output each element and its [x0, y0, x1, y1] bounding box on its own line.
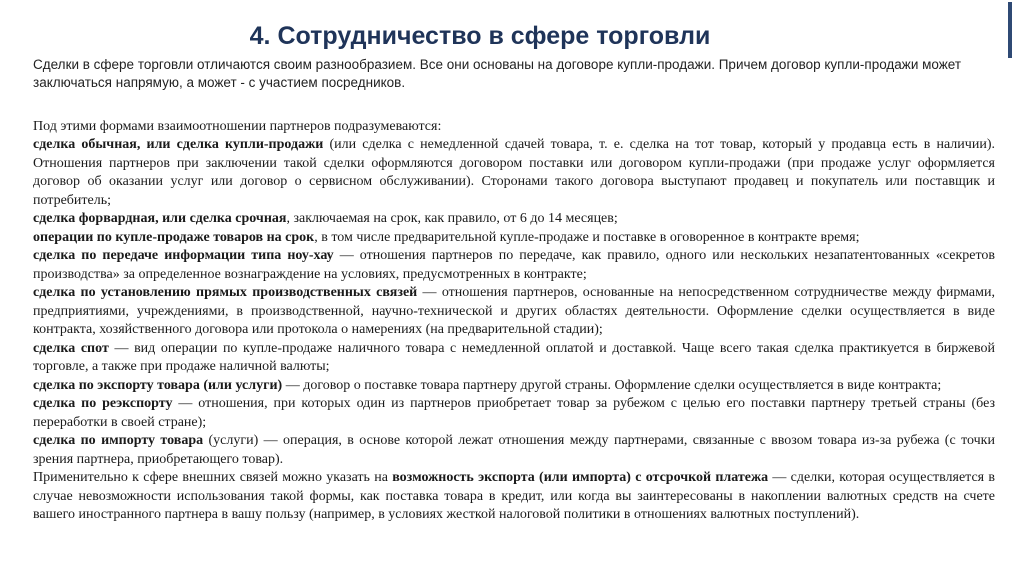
item-term: сделка по импорту товара [33, 433, 204, 448]
item-term: сделка по установлению прямых производственных связей [33, 285, 418, 300]
list-item [33, 340, 995, 377]
item-term: сделка по передаче информации типа ноу-хау [33, 248, 334, 263]
item-text: — отношения, при которых один из партнеров приобретает товар за рубежом с целью его поставки партнеру третьей страны (без переработки в своей стране); [33, 396, 995, 430]
intro-paragraph: Сделки в сфере торговли отличаются своим разнообразием. Все они основаны на договоре купли-продажи. Причем договор купли-продажи может заключаться напрямую, а может - с участием посредников. [33, 57, 962, 90]
item-text: (или сделка с немедленной сдачей товара, т. е. сделка на тот товар, который у продавца есть в наличии). Отношения партнеров при заключении такой сделки оформляются договором поставки или договором купли-продажи (при продаже услуг оформляется договор об оказании услуг или договор о сервисном обслуживании). Сторонами такого договора выступают продавец и покупатель или поставщик и потребитель; [33, 137, 995, 208]
item-term: сделка спот [33, 340, 109, 356]
item-term: операции по купле-продаже товаров на срок [33, 229, 315, 245]
item-text: (услуги) — операция, в основе которой лежат отношения между партнерами, связанные с ввозом товара из-за рубежа (с точки зрения партнера, приобретающего товар). [33, 433, 995, 467]
list-item [33, 247, 995, 284]
item-text: , в том числе предварительной купле-продаже и поставке в оговоренное в контракте время; [314, 229, 860, 245]
item-text: — отношения партнеров, основанные на непосредственном сотрудничестве между фирмами, предприятиями, учреждениями, в производственной, научно-технической и других областях деятельности. Оформление сделки осуществляется в виде контракта, хозяйственного договора или протокола о намерениях (на предварительной стадии); [33, 285, 995, 337]
list-item [33, 377, 995, 396]
item-term: сделка обычная, или сделка купли-продажи [33, 137, 324, 152]
list-item [33, 136, 995, 210]
closing-before: Применительно к сфере внешних связей можно указать на [33, 470, 393, 485]
list-item [33, 395, 995, 432]
item-text: — договор о поставке товара партнеру другой страны. Оформление сделки осуществляется в виде контракта; [282, 377, 942, 393]
list-item [33, 284, 995, 340]
item-text: — отношения партнеров по передаче, как правило, одного или нескольких незапатентованных «секретов производства» за определенное вознаграждение на условиях, предусмотренных в контракте; [33, 248, 996, 282]
accent-bar [1008, 2, 1012, 58]
page-title: 4. Сотрудничество в сфере торговли [249, 22, 711, 50]
item-text: , заключаемая на срок, как правило, от 6 до 14 месяцев; [286, 211, 618, 226]
closing-after: — сделки, которая осуществляется в случае невозможности использования такой формы, как поставка товара в кредит, или когда вы заинтересованы в накоплении валютных средств на счете вашего иностранного партнера в вашу пользу (например, в условиях жесткой налоговой политики в отношениях валютных поступлений). [33, 470, 996, 522]
item-term: сделка по реэкспорту [33, 396, 173, 411]
definitions-list [33, 136, 995, 525]
list-item [33, 229, 995, 248]
closing-paragraph [33, 469, 995, 525]
closing-term: возможность экспорта (или импорта) с отсрочкой платежа [392, 470, 769, 485]
subheading: Под этими формами взаимоотношении партнеров подразумеваются: [33, 119, 442, 134]
item-text: — вид операции по купле-продаже наличного товара с немедленной оплатой и доставкой. Чаще всего такая сделка практикуется в биржевой торговле, а также при продаже наличной валюты; [33, 340, 995, 374]
item-term: сделка форвардная, или сделка срочная [33, 211, 287, 226]
item-term: сделка по экспорту товара (или услуги) [33, 377, 283, 393]
list-item [33, 210, 995, 229]
list-item [33, 432, 995, 469]
